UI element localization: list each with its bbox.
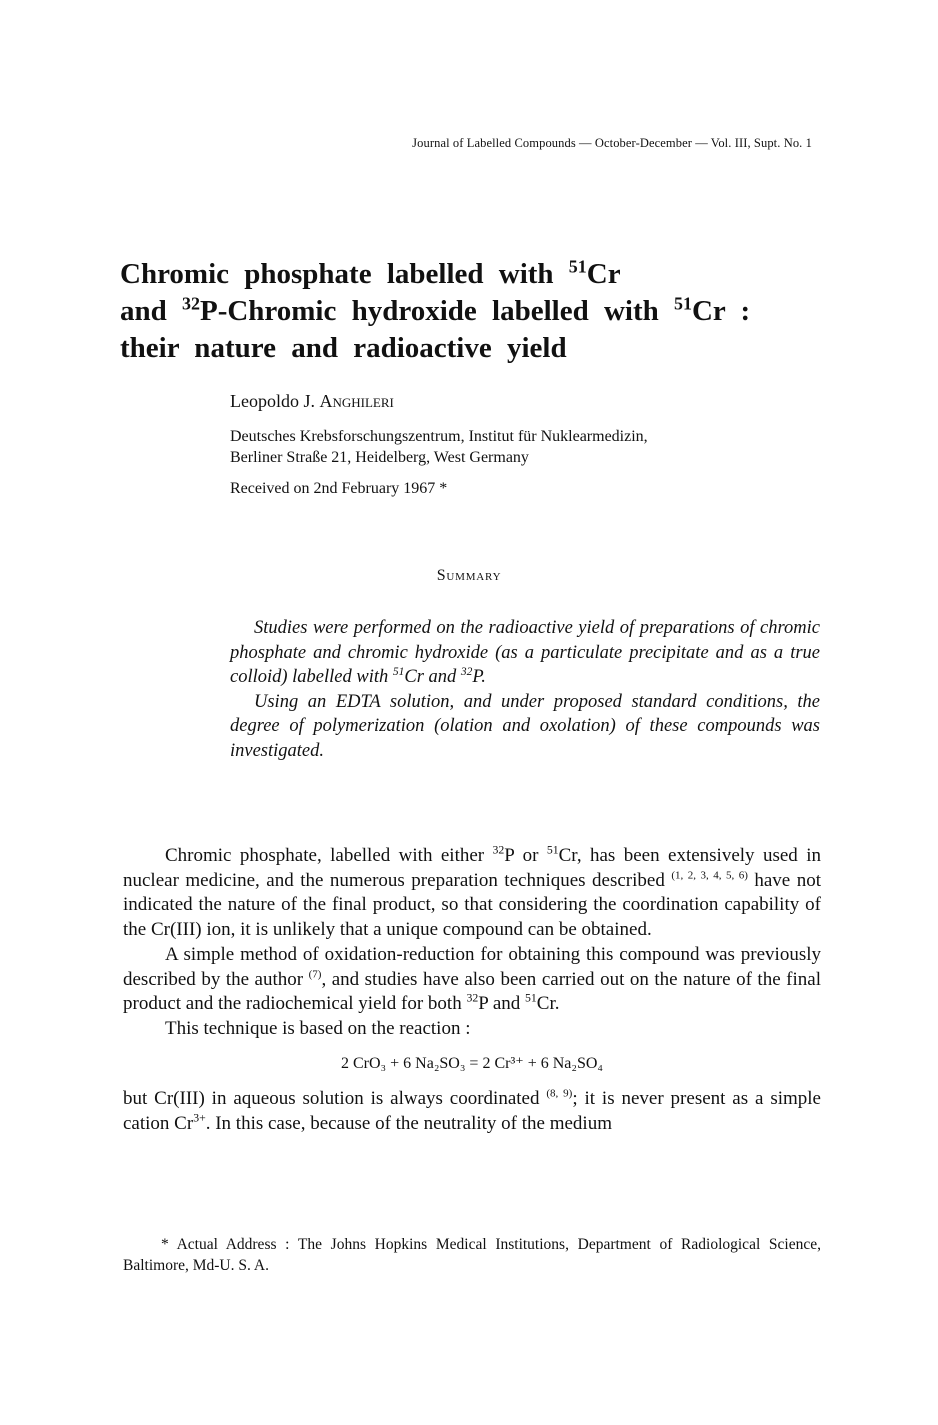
body-paragraph-1 — [123, 844, 821, 943]
body-text-span: but Cr(III) in aqueous solution is always coordinated — [123, 1088, 547, 1110]
title-text: Cr — [586, 258, 621, 290]
title-text: Cr : — [691, 295, 751, 327]
isotope-superscript: 51 — [546, 843, 559, 857]
isotope-superscript: 51 — [525, 991, 537, 1005]
isotope-superscript: 51 — [673, 293, 692, 314]
running-header: Journal of Labelled Compounds — October-December — Vol. III, Supt. No. 1 — [412, 136, 812, 150]
summary-heading: Summary — [436, 567, 502, 584]
affiliation — [230, 426, 648, 468]
article-title — [120, 256, 840, 367]
body-text — [123, 844, 821, 1137]
footnote: * Actual Address : The Johns Hopkins Medical Institutions, Department of Radiological Science, Baltimore, Md-U. S. A. — [123, 1236, 821, 1274]
author-first-name: Leopoldo J. — [230, 391, 320, 411]
body-paragraph-4 — [123, 1087, 821, 1136]
summary-abstract — [230, 616, 820, 764]
title-line-2 — [120, 293, 840, 330]
body-text-span: . In this case, because of the neutrality of the medium — [205, 1113, 612, 1135]
charge-superscript: 3+ — [193, 1111, 206, 1125]
received-date: Received on 2nd February 1967 * — [230, 480, 448, 497]
citation-reference: (7) — [308, 968, 322, 981]
affiliation-line-1: Deutsches Krebsforschungszentrum, Institut für Nuklearmedizin, — [230, 428, 648, 445]
title-line-1 — [120, 256, 840, 293]
isotope-superscript: 32 — [182, 293, 200, 314]
isotope-superscript: 51 — [568, 256, 587, 277]
author-name — [230, 391, 394, 412]
summary-text: Cr and — [404, 667, 461, 688]
body-paragraph-3: This technique is based on the reaction : — [165, 1017, 471, 1039]
summary-paragraph-1 — [230, 616, 820, 690]
affiliation-line-2: Berliner Straße 21, Heidelberg, West Germany — [230, 449, 529, 466]
isotope-superscript: 32 — [460, 666, 473, 679]
title-text: Chromic phosphate labelled with — [120, 258, 569, 290]
title-text: P-Chromic hydroxide labelled with — [199, 295, 674, 327]
summary-text: Studies were performed on the radioactive yield of preparations of chromic phosphate and chromic hydroxide (as a particulate precipitate and as a true colloid) labelled with — [230, 618, 820, 688]
body-text-span: P or — [504, 845, 547, 866]
reaction-equation: 2 CrO₃ + 6 Na₂SO₃ = 2 Cr³⁺ + 6 Na₂SO₄ — [341, 1054, 603, 1072]
body-text-span: P and — [478, 993, 526, 1015]
citation-reference: (8, 9) — [546, 1088, 573, 1100]
author-last-name: Anghileri — [319, 391, 394, 411]
body-paragraph-2 — [123, 943, 821, 1017]
title-text: and — [120, 295, 183, 327]
body-text-span: Cr, has been extensively used in nuclear medicine, and the numerous preparation techniques described — [123, 845, 821, 891]
summary-paragraph-2: Using an EDTA solution, and under proposed standard conditions, the degree of polymerization (olation and oxolation) of these compounds was investigated. — [230, 691, 820, 761]
isotope-superscript: 32 — [492, 843, 505, 857]
body-text-span: , and studies have also been carried out on the nature of the final product and the radiochemical yield for both — [123, 968, 821, 1015]
citation-reference: (1, 2, 3, 4, 5, 6) — [671, 869, 748, 882]
title-line-3: their nature and radioactive yield — [120, 332, 567, 364]
body-text-span: have not indicated the nature of the final product, so that considering the coordination capability of the Cr(III) ion, it is unlikely that a unique compound can be obtained. — [123, 869, 821, 941]
body-text-span: ; it is never present as a simple cation Cr — [123, 1088, 821, 1135]
isotope-superscript: 32 — [466, 991, 479, 1005]
isotope-superscript: 51 — [392, 666, 405, 679]
body-text-span: A simple method of oxidation-reduction for obtaining this compound was previously described by the author — [123, 943, 821, 990]
body-text-span: Cr. — [536, 993, 560, 1015]
body-text-span: Chromic phosphate, labelled with either — [165, 845, 493, 866]
summary-text: P. — [472, 667, 486, 688]
